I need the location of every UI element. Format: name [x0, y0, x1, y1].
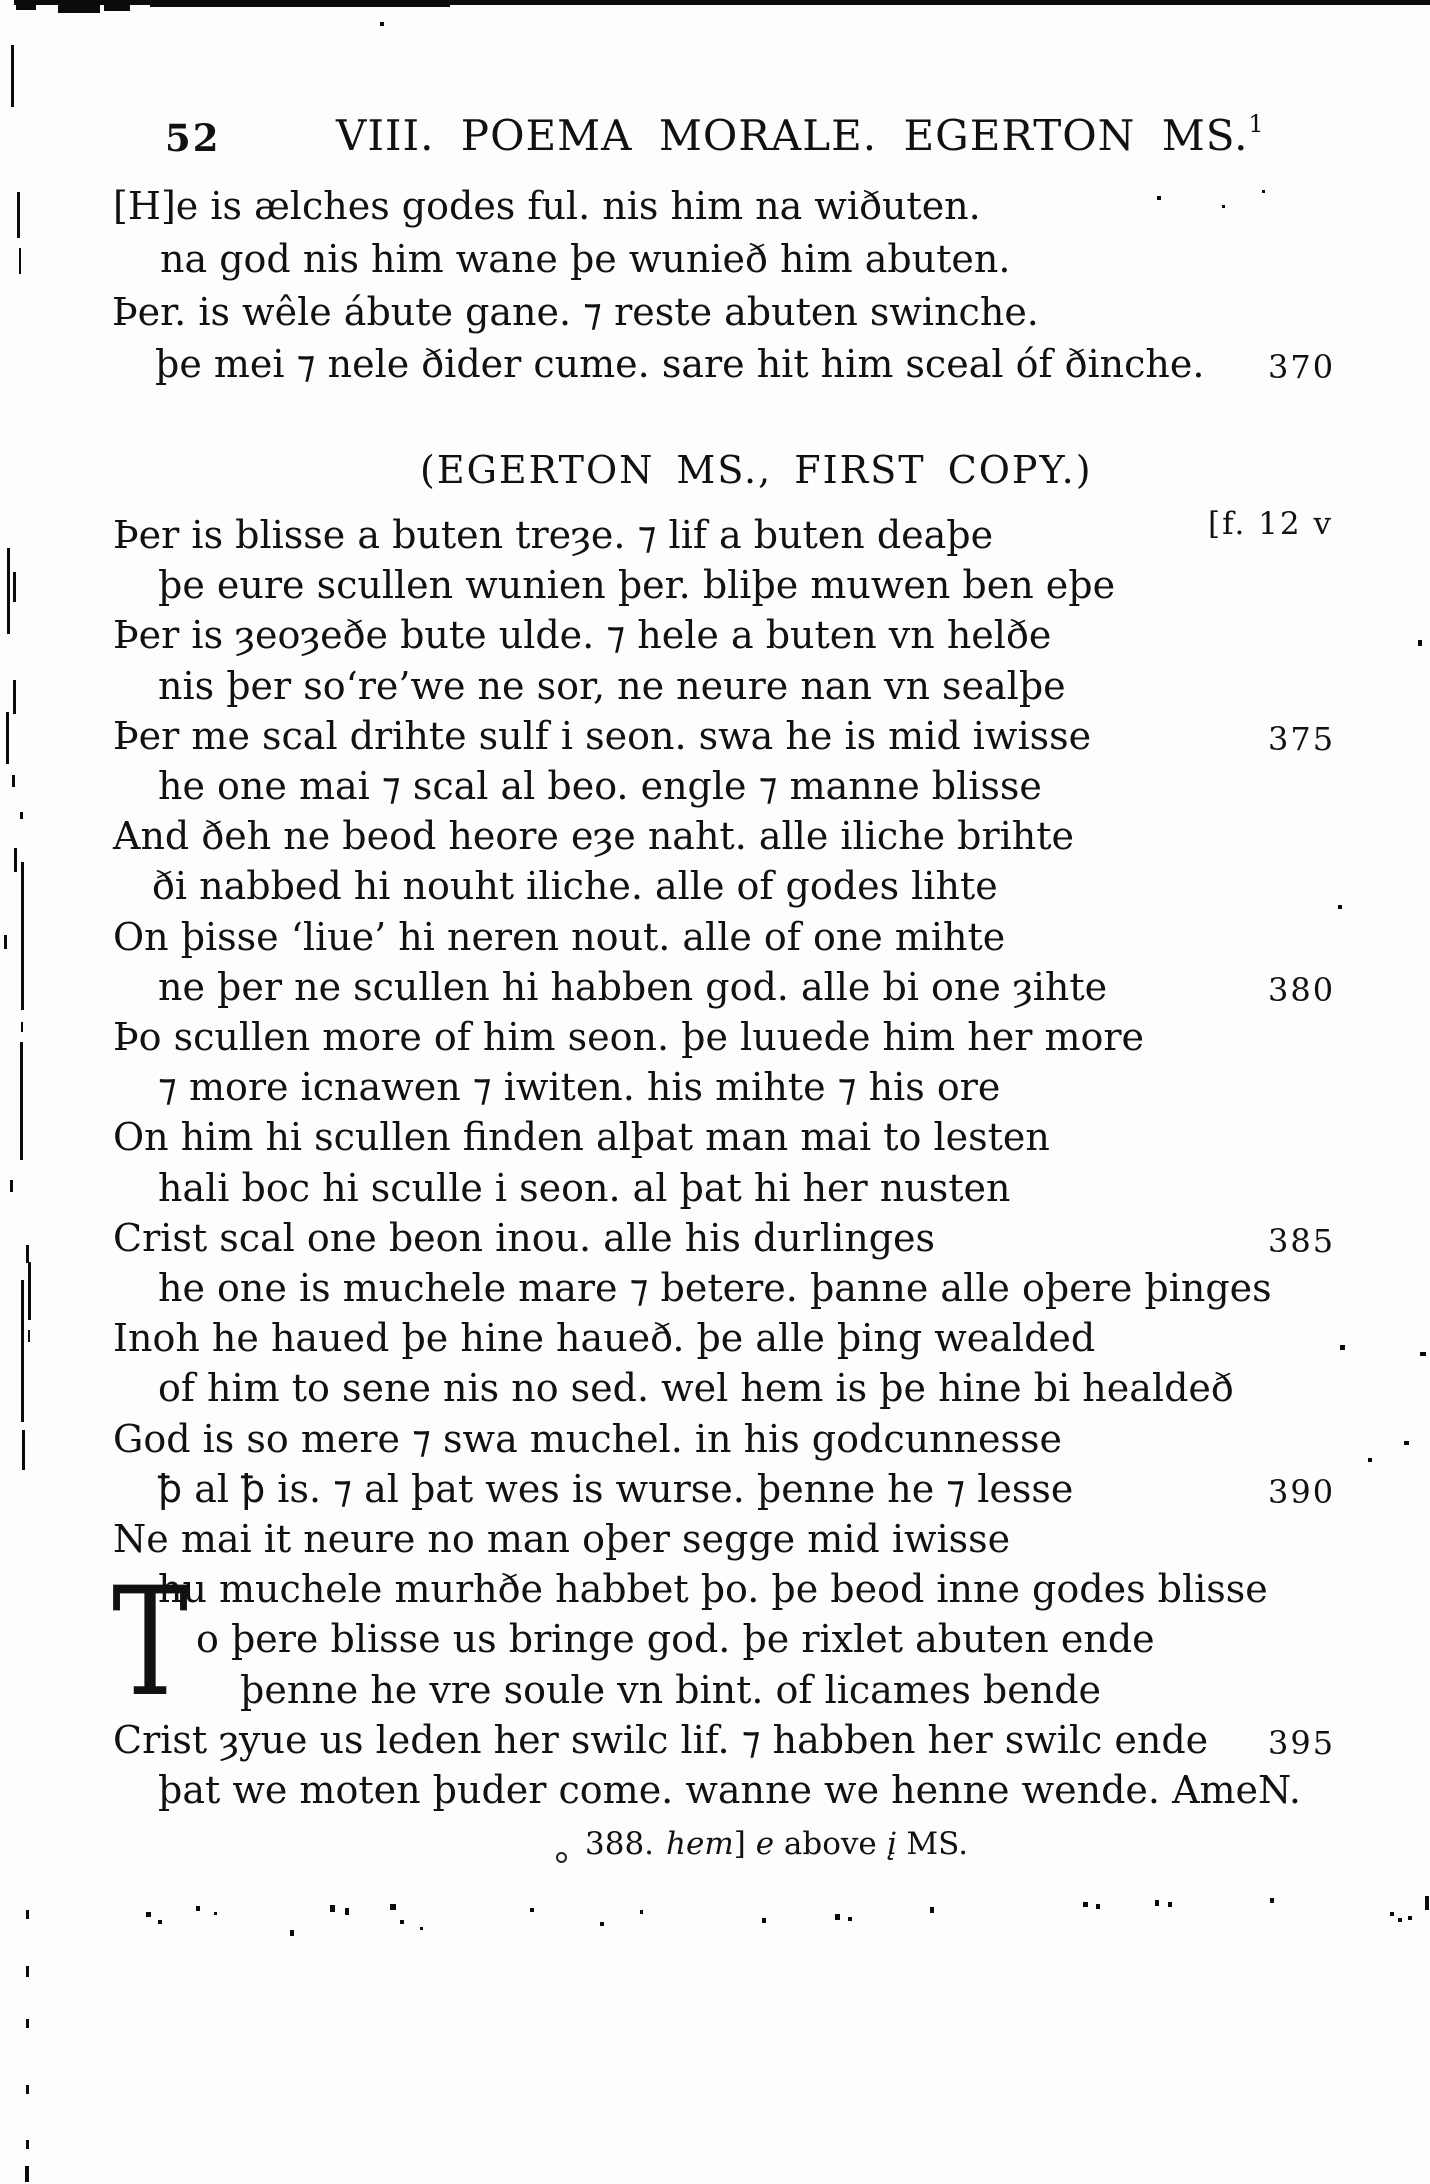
section-heading: (EGERTON MS., FIRST COPY.)	[420, 448, 1093, 492]
verse-line-395: Crist ȝyue us leden her swilc lif. ⁊ habben her swilc ende	[113, 1718, 1209, 1762]
scan-artifact	[1425, 1896, 1429, 1910]
scan-artifact	[14, 848, 17, 872]
scan-artifact	[1390, 1912, 1394, 1916]
verse-line-385: Crist scal one beon inou. alle his durlinges	[113, 1216, 936, 1260]
scan-artifact	[290, 1930, 294, 1936]
verse-line-389: God is so mere ⁊ swa muchel. in his godcunnesse	[113, 1417, 1062, 1461]
scan-artifact	[21, 1280, 24, 1422]
line-number-390: 390	[1268, 1473, 1336, 1511]
scan-artifact	[1420, 1352, 1426, 1356]
line-number-395: 395	[1268, 1724, 1336, 1762]
verse-line-383: On him hi scullen finden alþat man mai to lesten	[113, 1115, 1050, 1159]
scan-artifact	[1404, 1441, 1409, 1445]
header-footnote-marker: 1	[1248, 110, 1265, 138]
scan-artifact	[26, 2140, 29, 2149]
scan-artifact	[530, 1908, 534, 1912]
page-number: 52	[165, 116, 221, 160]
scan-artifact	[28, 1330, 30, 1342]
scan-artifact	[214, 1912, 217, 1915]
footnote-bracket: ]	[733, 1826, 756, 1862]
scan-artifact	[22, 1430, 25, 1470]
verse-line-378: ði nabbed hi nouht iliche. alle of godes lihte	[152, 864, 998, 908]
running-header	[336, 110, 1265, 160]
verse-line-392: hu muchele murhðe habbet þo. þe beod inne godes blisse	[158, 1567, 1268, 1611]
verse-line-384: hali boc hi sculle i seon. al þat hi her nusten	[158, 1166, 1011, 1210]
scan-artifact	[150, 3, 450, 7]
verse-line-386: he one is muchele mare ⁊ betere. þanne alle oþere þinges	[158, 1266, 1272, 1310]
verse-line-393: o þere blisse us bringe god. þe rixlet abuten ende	[196, 1617, 1155, 1661]
scan-artifact	[58, 0, 100, 13]
verse-line-379: On þisse ‘liue’ hi neren nout. alle of one mihte	[113, 915, 1006, 959]
verse-line-374: nis þer so‘re’we ne sor, ne neure nan vn sealþe	[158, 664, 1066, 708]
scan-artifact	[12, 775, 15, 787]
scan-artifact	[4, 935, 7, 949]
scan-artifact	[1340, 1345, 1345, 1350]
verse-line-372: þe eure scullen wunien þer. bliþe muwen ben eþe	[158, 563, 1116, 607]
scan-artifact	[1408, 1916, 1412, 1920]
scan-artifact	[330, 1905, 335, 1912]
scan-artifact	[25, 2166, 29, 2182]
scan-artifact	[7, 548, 10, 634]
scan-artifact	[146, 1912, 151, 1917]
scan-artifact	[1222, 205, 1225, 208]
scan-artifact	[13, 572, 16, 602]
scan-artifact	[930, 1907, 934, 1913]
scan-artifact	[380, 22, 384, 26]
scan-artifact	[345, 1908, 349, 1915]
scan-artifact	[13, 680, 16, 714]
scan-artifact	[1262, 190, 1265, 193]
scan-artifact	[11, 45, 14, 107]
scan-artifact	[600, 1922, 604, 1926]
scan-artifact	[104, 2, 130, 11]
scan-artifact	[26, 1910, 29, 1919]
footnote-letter: į	[886, 1826, 897, 1862]
scan-artifact	[196, 1906, 200, 1911]
scan-artifact	[1270, 1898, 1274, 1903]
scan-artifact	[848, 1917, 852, 1921]
verse-line-380: ne þer ne scullen hi habben god. alle bi one ȝihte	[158, 965, 1108, 1009]
verse-line-373: Þer is ȝeoȝeðe bute ulde. ⁊ hele a buten vn helðe	[113, 613, 1052, 657]
scan-artifact	[158, 1920, 162, 1924]
verse-line-368: na god nis him wane þe wunieð him abuten.	[160, 237, 1011, 281]
line-number-380: 380	[1268, 971, 1336, 1009]
scan-artifact	[1418, 640, 1422, 646]
verse-line-382: ⁊ more icnawen ⁊ iwiten. his mihte ⁊ his ore	[158, 1065, 1001, 1109]
scan-artifact	[400, 1920, 404, 1924]
scan-artifact	[21, 862, 24, 1010]
footnote-text: above	[774, 1826, 887, 1862]
scan-artifact	[21, 1022, 23, 1032]
scan-artifact	[26, 1966, 29, 1977]
scan-artifact	[1398, 1918, 1402, 1922]
verse-line-394: þenne he vre soule vn bint. of licames bende	[240, 1668, 1102, 1712]
verse-line-376: he one mai ⁊ scal al beo. engle ⁊ manne blisse	[158, 764, 1042, 808]
scan-artifact	[28, 1262, 31, 1320]
folio-reference: [f. 12 v	[1208, 506, 1333, 542]
scan-artifact	[1338, 905, 1342, 909]
verse-line-388: of him to sene nis no sed. wel hem is þe hine bi healdeð	[158, 1366, 1234, 1410]
drop-cap-letter: T	[112, 1556, 189, 1730]
footnote-reading: e	[755, 1826, 775, 1862]
verse-line-387: Inoh he haued þe hine haueð. þe alle þing wealded	[113, 1316, 1096, 1360]
line-number-385: 385	[1268, 1222, 1336, 1260]
scan-artifact	[1083, 1902, 1088, 1907]
scan-artifact	[17, 192, 20, 238]
scan-artifact	[1096, 1904, 1100, 1909]
line-number-375: 375	[1268, 720, 1336, 758]
scan-artifact	[26, 2019, 29, 2028]
apparatus-footnote	[585, 1826, 968, 1862]
scan-artifact	[835, 1914, 840, 1920]
scan-artifact	[1168, 1902, 1172, 1907]
verse-line-367: [H]e is ælches godes ful. nis him na wiðuten.	[113, 184, 981, 228]
scan-artifact	[20, 812, 23, 819]
running-header-text: VIII. POEMA MORALE. EGERTON MS.	[336, 111, 1249, 160]
verse-line-390: ꝥ al ꝥ is. ⁊ al þat wes is wurse. þenne he ⁊ lesse	[158, 1467, 1074, 1511]
scan-artifact	[6, 712, 9, 764]
scan-artifact	[390, 1904, 396, 1910]
footnote-line-number: 388.	[585, 1826, 655, 1862]
scan-artifact	[640, 1910, 643, 1914]
scan-artifact	[19, 248, 21, 274]
verse-line-371: Þer is blisse a buten treȝe. ⁊ lif a buten deaþe	[113, 513, 994, 557]
scan-artifact	[420, 1927, 423, 1930]
scan-artifact	[16, 0, 36, 10]
verse-line-391: Ne mai it neure no man oþer segge mid iwisse	[113, 1517, 1011, 1561]
scan-artifact	[26, 2085, 29, 2094]
verse-line-375: Þer me scal drihte sulf i seon. swa he is mid iwisse	[113, 714, 1092, 758]
scan-artifact	[762, 1918, 766, 1923]
scan-artifact	[1157, 196, 1161, 200]
footnote-lemma: hem	[666, 1826, 734, 1862]
footnote-ms: MS.	[896, 1826, 969, 1862]
scan-artifact	[20, 1042, 23, 1160]
scan-artifact	[10, 1180, 13, 1192]
line-number-370: 370	[1268, 348, 1336, 386]
verse-line-370: þe mei ⁊ nele ðider cume. sare hit him sceal óf ðinche.	[155, 342, 1205, 386]
verse-line-396: þat we moten þuder come. wanne we henne wende. AmeN.	[158, 1768, 1301, 1812]
verse-line-381: Þo scullen more of him seon. þe luuede him her more	[113, 1015, 1145, 1059]
verse-line-377: And ðeh ne beod heore eȝe naht. alle iliche brihte	[113, 814, 1075, 858]
scan-artifact	[1155, 1900, 1159, 1906]
verse-line-369: Þer. is wêle ábute gane. ⁊ reste abuten swinche.	[112, 290, 1039, 334]
scan-artifact	[26, 1245, 29, 1263]
scan-artifact	[1368, 1458, 1372, 1462]
scan-artifact-ring	[556, 1852, 567, 1863]
